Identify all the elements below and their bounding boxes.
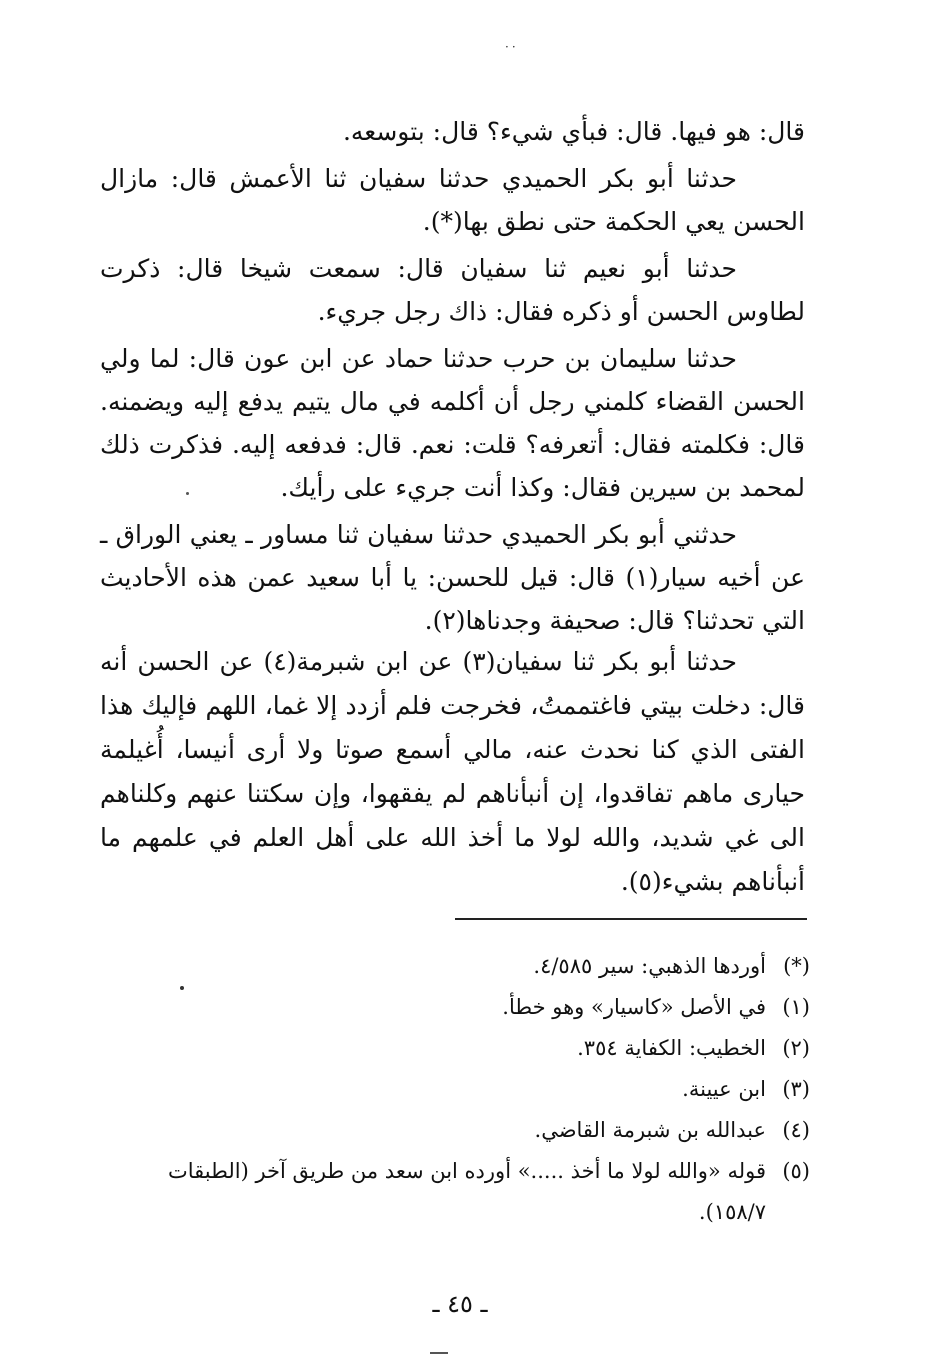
footnote-marker: (١) <box>782 995 810 1019</box>
footnote-text: عبدالله بن شبرمة القاضي. <box>534 1118 766 1142</box>
footnote-marker: (٤) <box>782 1118 810 1142</box>
footnote <box>100 1151 810 1233</box>
footnote <box>100 987 810 1028</box>
paragraph-hasan-quote: حدثنا أبو بكر ثنا سفيان(٣) عن ابن شبرمة(٤) عن الحسن أنه قال: دخلت بيتي فاغتممتُ، فخرجت فلم أزدد إلا غما، اللهم فإليك هذا الفتى الذي كنا نحدث عنه، مالي أسمع صوتا ولا أرى أنيسا، أُغيلمة حيارى ماهم تفاقدوا، إن أنبأناهم لم يفقهوا، وإن سكتنا عنهم وكلناهم الى غي شديد، والله لولا ما أخذ الله على أهل العلم في علمهم ما أنبأناهم بشيء(٥). <box>100 647 805 896</box>
paragraph: حدثني أبو بكر الحميدي حدثنا سفيان ثنا مساور ـ يعني الوراق ـ عن أخيه سيار(١) قال: قيل للحسن: يا أبا سعيد عمن هذه الأحاديث التي تحدثنا؟ قال: صحيفة وجدناها(٢). <box>100 520 806 635</box>
footnote-text: في الأصل «كاسيار» وهو خطأ. <box>502 995 766 1019</box>
footnote-text: الخطيب: الكفاية ٣٥٤. <box>577 1036 766 1060</box>
main-text-block <box>100 110 805 642</box>
paragraph: قال: هو فيها. قال: فبأي شيء؟ قال: بتوسعه. <box>342 117 805 146</box>
paragraph: حدثنا سليمان بن حرب حدثنا حماد عن ابن عون قال: لما ولي الحسن القضاء كلمني رجل أن أكلمه في مال يتيم يدفع إليه ويضمنه. قال: فكلمته فقال: أتعرفه؟ قلت: نعم. قال: فدفعه إليه. فذكرت ذلك لمحمد بن سيرين فقال: وكذا أنت جريء على رأيك. <box>100 344 805 502</box>
footnote-text: أوردها الذهبي: سير ٤/٥٨٥. <box>533 954 766 978</box>
paragraph: حدثنا أبو بكر الحميدي حدثنا سفيان ثنا الأعمش قال: مازال الحسن يعي الحكمة حتى نطق بها(*). <box>100 164 805 236</box>
footnote-text: ابن عيينة. <box>682 1077 766 1101</box>
footnote-marker: (*) <box>783 954 810 978</box>
footnote-marker: (٢) <box>782 1036 810 1060</box>
footnote-separator <box>455 918 807 920</box>
footnote <box>100 946 810 987</box>
footnote-marker: (٣) <box>782 1077 810 1101</box>
bottom-edge-mark <box>430 1352 448 1354</box>
second-text-block <box>100 640 805 904</box>
footnote <box>100 1028 810 1069</box>
footnote-text: قوله «والله لولا ما أخذ .....» أورده ابن سعد من طريق آخر (الطبقات ١٥٨/٧). <box>168 1159 766 1224</box>
ink-speck <box>186 492 189 495</box>
page-number: ـ ٤٥ ـ <box>432 1290 488 1318</box>
header-dots: ·· <box>505 40 519 54</box>
footnotes <box>100 946 810 1233</box>
footnote <box>100 1069 810 1110</box>
footnote <box>100 1110 810 1151</box>
footnote-marker: (٥) <box>782 1159 810 1183</box>
paragraph: حدثنا أبو نعيم ثنا سفيان قال: سمعت شيخا قال: ذكرت لطاوس الحسن أو ذكره فقال: ذاك رجل جريء. <box>100 254 805 326</box>
